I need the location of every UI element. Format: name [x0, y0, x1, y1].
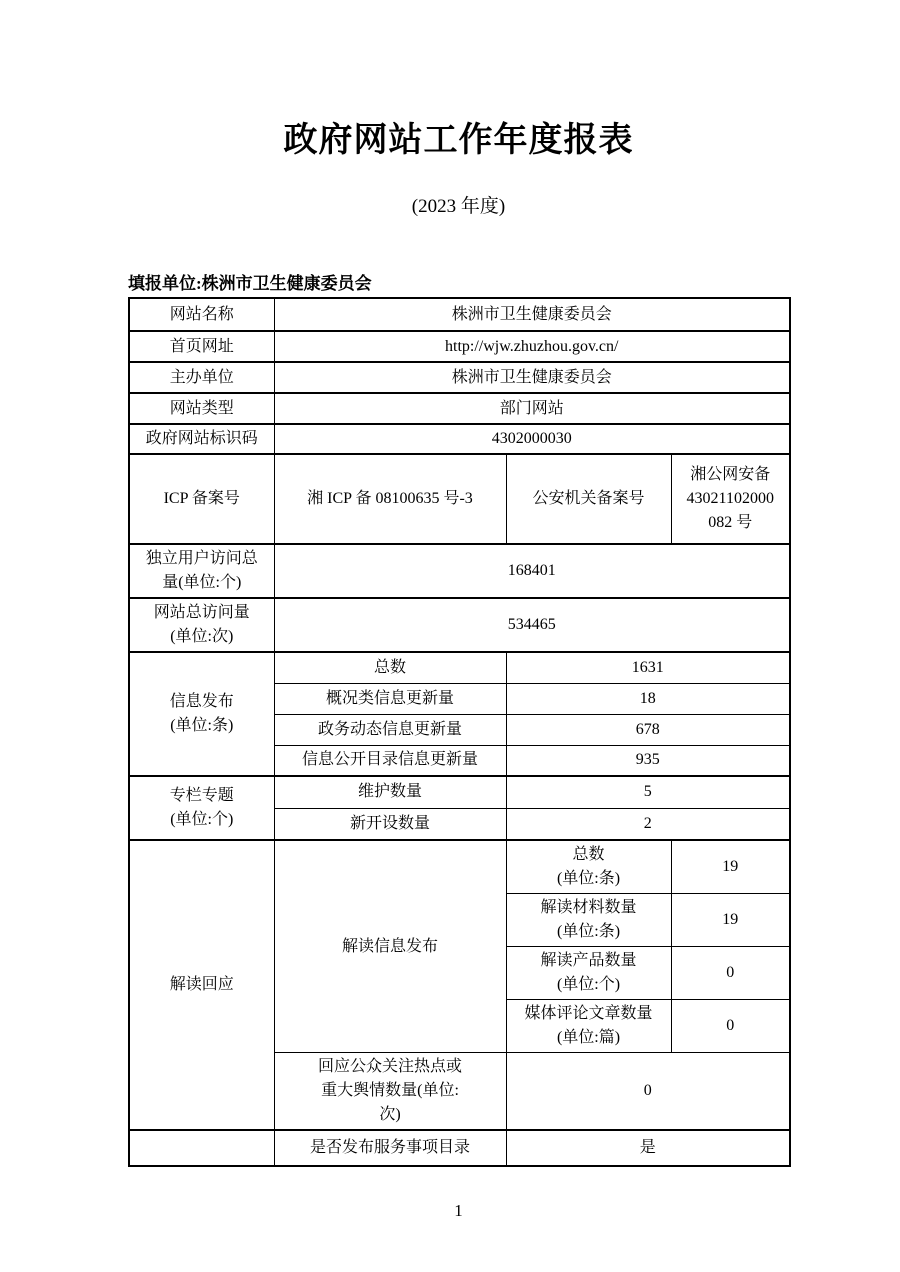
unique-visitors-label: 独立用户访问总 量(单位:个) — [129, 544, 274, 598]
empty-cell — [129, 1130, 274, 1166]
home-url-value: http://wjw.zhuzhou.gov.cn/ — [274, 331, 790, 362]
table-row — [129, 544, 790, 598]
interpretation-total-value: 19 — [671, 840, 790, 894]
interpretation-media-value: 0 — [671, 1000, 790, 1053]
report-year-subtitle: (2023 年度) — [411, 196, 506, 217]
site-code-label: 政府网站标识码 — [129, 424, 274, 454]
total-visits-label: 网站总访问量 (单位:次) — [129, 598, 274, 652]
special-topics-new-value: 2 — [506, 808, 790, 840]
unique-visitors-value: 168401 — [274, 544, 790, 598]
interpretation-product-value: 0 — [671, 947, 790, 1000]
table-row — [129, 840, 790, 894]
interpretation-material-label: 解读材料数量 (单位:条) — [506, 894, 671, 947]
info-release-overview-label: 概况类信息更新量 — [274, 683, 506, 714]
special-topics-maintained-label: 维护数量 — [274, 776, 506, 808]
site-name-value: 株洲市卫生健康委员会 — [274, 298, 790, 331]
info-release-dynamics-value: 678 — [506, 714, 790, 745]
reporting-unit: 填报单位:株洲市卫生健康委员会 — [128, 274, 372, 293]
table-row — [129, 652, 790, 683]
special-topics-maintained-value: 5 — [506, 776, 790, 808]
info-release-dynamics-label: 政务动态信息更新量 — [274, 714, 506, 745]
report-title: 政府网站工作年度报表 — [283, 121, 634, 159]
interpretation-media-label: 媒体评论文章数量 (单位:篇) — [506, 1000, 671, 1053]
organizer-label: 主办单位 — [129, 362, 274, 393]
site-name-label: 网站名称 — [129, 298, 274, 331]
interpretation-group-label: 解读回应 — [129, 840, 274, 1130]
interpretation-release-label: 解读信息发布 — [274, 840, 506, 1053]
info-release-group-label: 信息发布 (单位:条) — [129, 652, 274, 776]
icp-label: ICP 备案号 — [129, 454, 274, 544]
total-visits-value: 534465 — [274, 598, 790, 652]
home-url-label: 首页网址 — [129, 331, 274, 362]
table-row — [129, 1130, 790, 1166]
organizer-value: 株洲市卫生健康委员会 — [274, 362, 790, 393]
interpretation-total-label: 总数 (单位:条) — [506, 840, 671, 894]
table-row — [129, 298, 790, 331]
site-type-value: 部门网站 — [274, 393, 790, 424]
document-page — [128, 0, 789, 1222]
interpretation-material-value: 19 — [671, 894, 790, 947]
table-row — [129, 362, 790, 393]
info-release-total-label: 总数 — [274, 652, 506, 683]
info-release-overview-value: 18 — [506, 683, 790, 714]
police-record-value: 湘公网安备 43021102000 082 号 — [671, 454, 790, 544]
info-release-catalog-value: 935 — [506, 745, 790, 776]
site-type-label: 网站类型 — [129, 393, 274, 424]
table-row — [129, 454, 790, 544]
table-row — [129, 598, 790, 652]
info-release-total-value: 1631 — [506, 652, 790, 683]
site-code-value: 4302000030 — [274, 424, 790, 454]
info-release-catalog-label: 信息公开目录信息更新量 — [274, 745, 506, 776]
interpretation-product-label: 解读产品数量 (单位:个) — [506, 947, 671, 1000]
table-row — [129, 331, 790, 362]
table-row — [129, 776, 790, 808]
special-topics-group-label: 专栏专题 (单位:个) — [129, 776, 274, 840]
police-record-label: 公安机关备案号 — [506, 454, 671, 544]
icp-value: 湘 ICP 备 08100635 号-3 — [274, 454, 506, 544]
hotspot-response-label: 回应公众关注热点或 重大舆情数量(单位: 次) — [274, 1053, 506, 1131]
service-catalog-label: 是否发布服务事项目录 — [274, 1130, 506, 1166]
annual-report-table — [128, 297, 791, 1167]
page-number: 1 — [454, 1201, 463, 1220]
table-row — [129, 393, 790, 424]
service-catalog-value: 是 — [506, 1130, 790, 1166]
table-row — [129, 424, 790, 454]
hotspot-response-value: 0 — [506, 1053, 790, 1131]
special-topics-new-label: 新开设数量 — [274, 808, 506, 840]
